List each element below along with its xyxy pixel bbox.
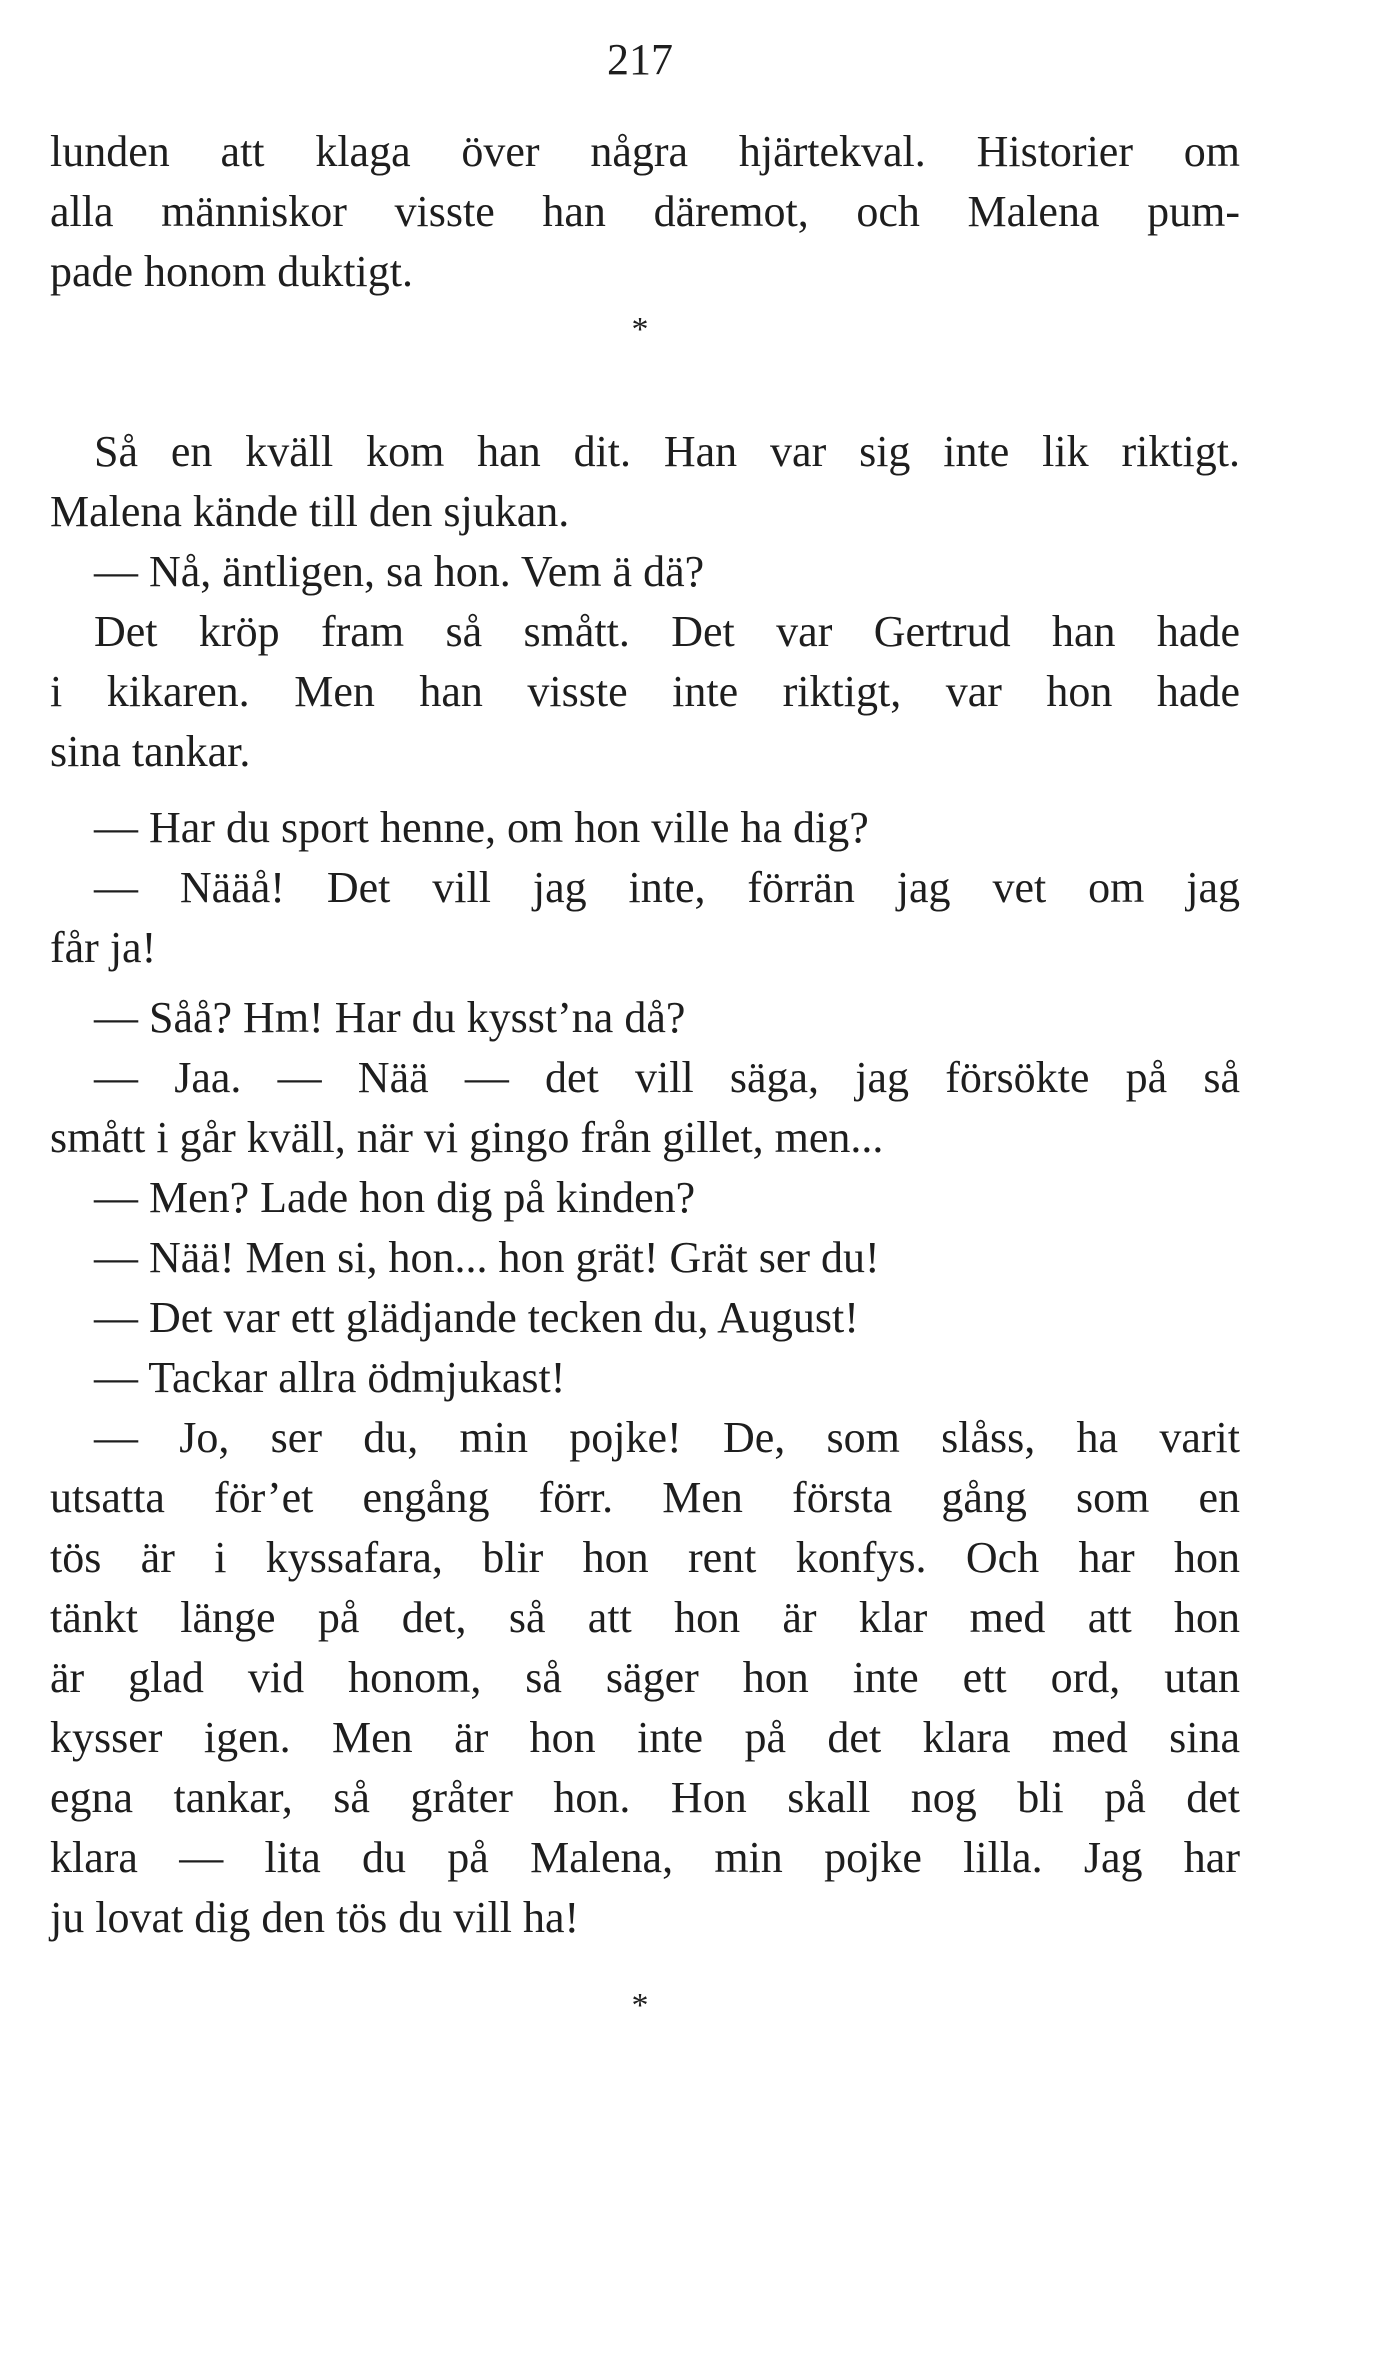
page-number: 217	[607, 35, 673, 84]
text-line: — Tackar allra ödmjukast!	[94, 1353, 566, 1402]
section-separator: *	[631, 1987, 649, 2024]
text-line: — Nää! Men si, hon... hon grät! Grät ser du!	[94, 1233, 880, 1282]
text-line: egna tankar, så gråter hon. Hon skall nog bli på det	[50, 1773, 1240, 1822]
text-line: får ja!	[50, 923, 157, 972]
text-line: alla människor visste han däremot, och Malena pum-	[50, 187, 1240, 236]
text-line: lunden att klaga över några hjärtekval. Historier om	[50, 127, 1240, 176]
text-line: — Nääå! Det vill jag inte, förrän jag vet om jag	[94, 863, 1240, 912]
text-line: — Såå? Hm! Har du kysst’na då?	[94, 993, 686, 1042]
text-line: utsatta för’et engång förr. Men första gång som en	[50, 1473, 1240, 1522]
text-line: smått i går kväll, när vi gingo från gillet, men...	[50, 1113, 884, 1162]
text-line: Så en kväll kom han dit. Han var sig inte lik riktigt.	[94, 427, 1240, 476]
text-line: Det kröp fram så smått. Det var Gertrud han hade	[94, 607, 1240, 656]
text-line: är glad vid honom, så säger hon inte ett ord, utan	[50, 1653, 1240, 1702]
text-line: tös är i kyssafara, blir hon rent konfys. Och har hon	[50, 1533, 1240, 1582]
text-line: — Jaa. — Nää — det vill säga, jag försökte på så	[94, 1053, 1240, 1102]
text-line: tänkt länge på det, så att hon är klar med att hon	[50, 1593, 1240, 1642]
text-line: — Nå, äntligen, sa hon. Vem ä dä?	[94, 547, 705, 596]
text-line: Malena kände till den sjukan.	[50, 487, 570, 536]
text-line: — Har du sport henne, om hon ville ha dig?	[94, 803, 869, 852]
section-separator: *	[631, 311, 649, 348]
text-line: kysser igen. Men är hon inte på det klara med sina	[50, 1713, 1240, 1762]
text-line: sina tankar.	[50, 727, 251, 776]
text-line: klara — lita du på Malena, min pojke lilla. Jag har	[50, 1833, 1240, 1882]
text-line: ju lovat dig den tös du vill ha!	[50, 1893, 580, 1942]
text-line: — Men? Lade hon dig på kinden?	[94, 1173, 696, 1222]
text-line: pade honom duktigt.	[50, 247, 413, 296]
text-line: — Det var ett glädjande tecken du, August!	[94, 1293, 859, 1342]
text-line: — Jo, ser du, min pojke! De, som slåss, ha varit	[94, 1413, 1240, 1462]
text-line: i kikaren. Men han visste inte riktigt, var hon hade	[50, 667, 1240, 716]
